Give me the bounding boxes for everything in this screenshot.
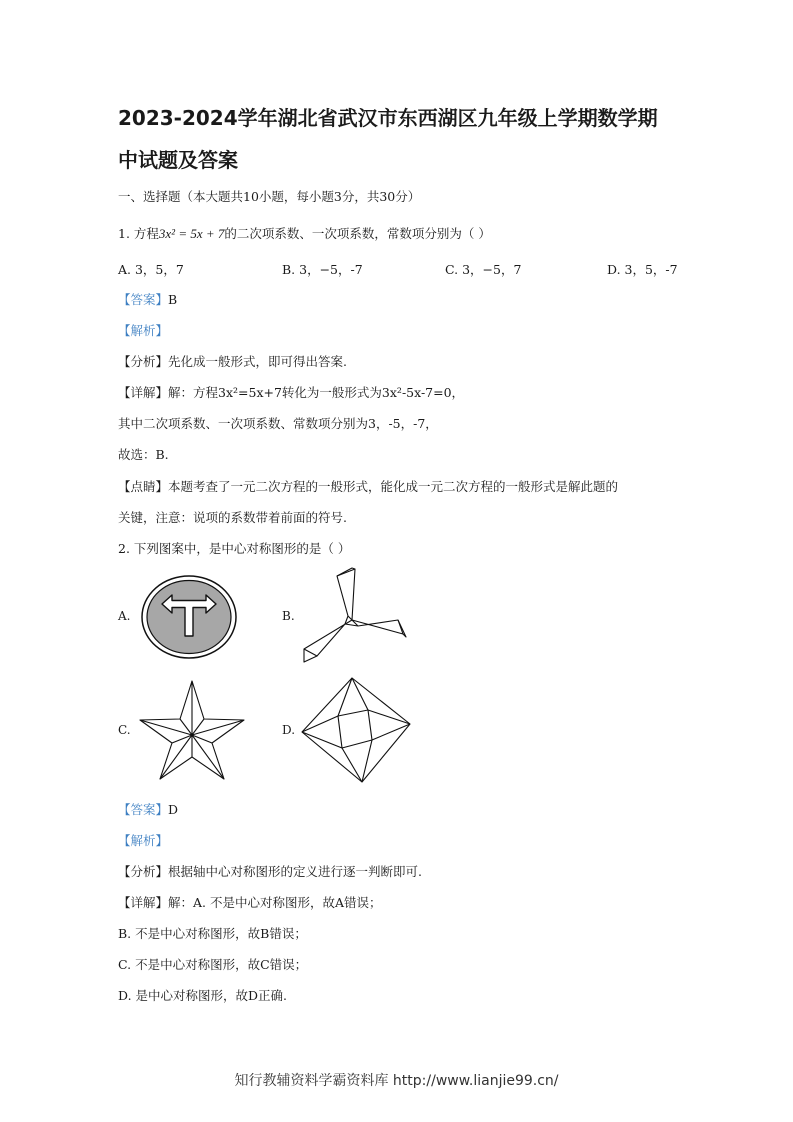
q2-line-d: D. 是中心对称图形，故D正确. bbox=[118, 988, 288, 1003]
q1-option-a: A. 3，5，7 bbox=[118, 262, 184, 277]
figure-label-d: D. bbox=[282, 723, 296, 737]
fenxi-text: 根据轴中心对称图形的定义进行逐一判断即可. bbox=[168, 864, 422, 879]
figure-b-pinwheel bbox=[300, 566, 408, 666]
fenxi-tag: 【分析】 bbox=[118, 864, 169, 879]
answer-tag: 【答案】 bbox=[118, 292, 169, 307]
fenxi-tag: 【分析】 bbox=[118, 354, 169, 369]
figure-label-a: A. bbox=[118, 609, 131, 623]
footer-watermark: 知行教辅资料学霸资料库 http://www.lianjie99.cn/ bbox=[234, 1073, 559, 1089]
q1-equation: 3x² = 5x + 7 bbox=[158, 226, 225, 241]
q1-suffix: 的二次项系数、一次项系数，常数项分别为（ ） bbox=[224, 226, 491, 241]
jiexi-tag: 【解析】 bbox=[118, 833, 169, 848]
xiangjie-text: 解：方程3x²=5x+7转化为一般形式为3x²-5x-7=0， bbox=[168, 385, 465, 400]
q1-option-d: D. 3，5，-7 bbox=[607, 262, 678, 277]
xiangjie-tag: 【详解】 bbox=[118, 895, 169, 910]
q1-xiangjie bbox=[118, 384, 464, 402]
answer-value: B bbox=[168, 292, 178, 307]
figure-c-star bbox=[138, 679, 246, 781]
dianjing-tag: 【点睛】 bbox=[118, 479, 169, 494]
document-title-line1: 2023-2024学年湖北省武汉市东西湖区九年级上学期数学期 bbox=[118, 106, 658, 130]
figure-label-c: C. bbox=[118, 723, 131, 737]
answer-value: D bbox=[168, 802, 179, 817]
xiangjie-text: 解：A. 不是中心对称图形，故A错误； bbox=[168, 895, 382, 910]
fenxi-text: 先化成一般形式，即可得出答案. bbox=[168, 354, 347, 369]
question-2-stem: 2. 下列图案中，是中心对称图形的是（ ） bbox=[118, 541, 351, 556]
q1-jiexi bbox=[118, 322, 168, 340]
q1-detail-line3: 故选：B. bbox=[118, 447, 169, 462]
q1-fenxi bbox=[118, 353, 347, 371]
q2-xiangjie bbox=[118, 894, 382, 912]
q1-option-c: C. 3，−5，7 bbox=[445, 262, 522, 277]
q1-answer bbox=[118, 291, 177, 309]
jiexi-tag: 【解析】 bbox=[118, 323, 169, 338]
q2-fenxi bbox=[118, 863, 422, 881]
dianjing-text: 本题考查了一元二次方程的一般形式，能化成一元二次方程的一般形式是解此题的 bbox=[168, 479, 619, 494]
figure-a-t-sign bbox=[140, 574, 238, 660]
q1-detail-line2: 其中二次项系数、一次项系数、常数项分别为3，-5，-7， bbox=[118, 416, 438, 431]
question-1-stem bbox=[118, 225, 491, 243]
q2-line-b: B. 不是中心对称图形，故B错误； bbox=[118, 926, 307, 941]
section-heading: 一、选择题（本大题共10小题，每小题3分，共30分） bbox=[118, 189, 421, 204]
q1-prefix: 1. 方程 bbox=[118, 226, 159, 241]
figure-d-square-pinwheel bbox=[300, 676, 412, 784]
q2-line-c: C. 不是中心对称图形，故C错误； bbox=[118, 957, 308, 972]
q1-dianjing bbox=[118, 478, 618, 496]
q2-answer bbox=[118, 801, 178, 819]
figure-label-b: B. bbox=[282, 609, 295, 623]
q2-jiexi bbox=[118, 832, 168, 850]
document-title-line2: 中试题及答案 bbox=[118, 148, 238, 172]
q1-dianjing-line2: 关键，注意：说项的系数带着前面的符号. bbox=[118, 510, 347, 525]
q1-option-b: B. 3，−5，-7 bbox=[282, 262, 363, 277]
xiangjie-tag: 【详解】 bbox=[118, 385, 169, 400]
answer-tag: 【答案】 bbox=[118, 802, 169, 817]
